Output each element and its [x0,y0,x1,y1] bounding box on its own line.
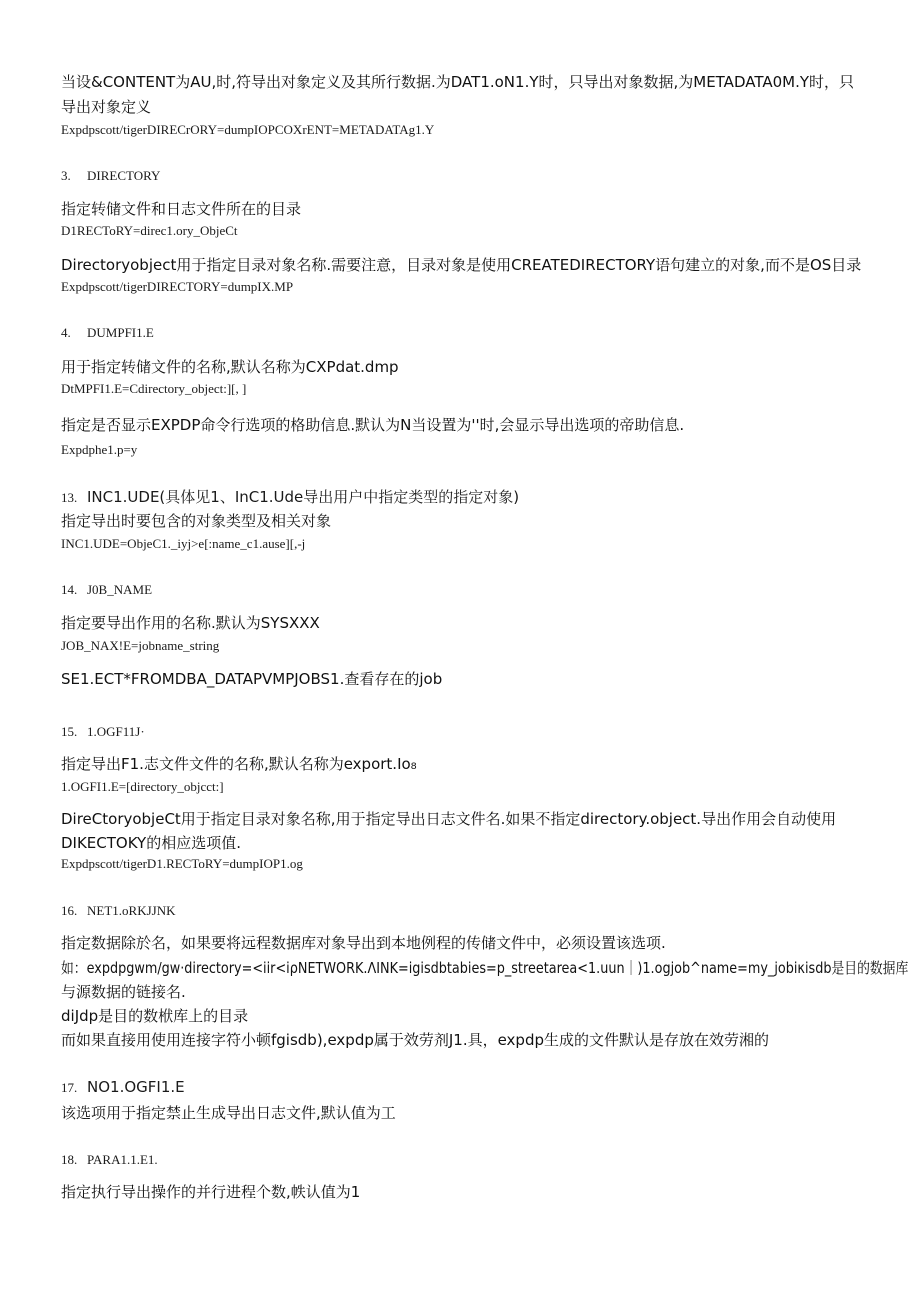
dumpfile-desc: 用于指定转储文件的名称,默认名称为CXPdat.dmp [61,358,399,376]
heading-text: DUMPFI1.E [87,325,154,340]
job-name-query: SE1.ECT*FROMDBA_DATAPVMPJOBS1.查看存在的job [61,670,443,688]
heading-text: DIRECTORY [87,168,161,183]
include-desc: 指定导出时要包含的对象类型及相关对象 [61,512,332,530]
heading-include [61,486,519,507]
heading-number: 13. [61,490,78,505]
heading-logfile [61,724,145,740]
heading-number: 17. [61,1080,78,1095]
heading-number: 3. [61,168,71,183]
directory-note: Directoryobject用于指定目录对象名称.需要注意，目录对象是使用CREATEDIRECTORY语句建立的对象,而不是OS目录 [61,256,862,274]
heading-directory [61,168,160,184]
heading-network-link [61,903,175,919]
heading-text: INC1.UDE(具体见1、InC1.Ude导出用户中指定类型的指定对象) [87,488,520,506]
network-link-example-line-2: 与源数据的链接名. [61,983,186,1001]
network-link-note-2: 而如果直接用使用连接字符小顿fgisdb),expdp属于效劳剂J1.具，expdp生成的文件默认是存放在效劳湘的 [61,1031,769,1049]
heading-text: NO1.OGFI1.E [87,1078,185,1096]
heading-number: 4. [61,325,71,340]
logfile-desc: 指定导出F1.志文件文件的名称,默认名称为export.Io₈ [61,755,417,773]
heading-nologfile [61,1078,185,1096]
network-link-desc: 指定数据除於名，如果要将远程数据库对象导出到本地例程的传储文件中，必须设置该选项. [61,934,666,952]
logfile-example: Expdpscott/tigerD1.RECToRY=dumpIOP1.og [61,856,303,871]
heading-dumpfile [61,325,154,341]
network-link-note-1: diJdp是目的数栿库上的目录 [61,1007,249,1025]
heading-text: J0B_NAME [87,582,153,597]
job-name-syntax: JOB_NAX!E=jobname_string [61,638,220,653]
heading-number: 14. [61,582,78,597]
directory-example: Expdpscott/tigerDIRECTORY=dumpIX.MP [61,279,294,294]
logfile-syntax: 1.OGFI1.E=[directory_objcct:] [61,779,224,794]
dumpfile-syntax: DtMPFI1.E=Cdirectory_object:][, ] [61,381,247,396]
content-desc-line-2: 导出对象定义 [61,98,152,116]
directory-syntax: D1RECToRY=direc1.ory_ObjeCt [61,223,238,238]
heading-number: 16. [61,903,78,918]
nologfile-desc: 该选项用于指定禁止生成导出日志文件,默认值为工 [61,1104,396,1122]
logfile-note-line-1: DireCtoryobjeCt用于指定目录对象名称,用于指定导出日志文件名.如果不指定directory.object.导出作用会自动使用 [61,810,837,828]
heading-text: 1.OGF11J· [87,724,145,739]
heading-parallel [61,1152,158,1168]
heading-number: 15. [61,724,78,739]
directory-desc: 指定转储文件和日志文件所在的目录 [61,200,302,218]
content-example: Expdpscott/tigerDIRECrORY=dumpIOPCOXrENT=METADATAg1.Y [61,122,435,137]
heading-job-name [61,582,152,598]
parallel-desc: 指定执行导出操作的并行进程个数,帙认值为1 [61,1183,361,1201]
heading-text: PARA1.1.E1. [87,1152,158,1167]
heading-number: 18. [61,1152,78,1167]
heading-text: NET1.oRKJJNK [87,903,176,918]
include-syntax: INC1.UDE=ObjeC1._iyj>e[:name_c1.ause][,-j [61,536,306,551]
network-link-example-line-1: 如：expdpgwm/gw·directory=<iir<iρNETWORK.ΛINK=igisdbtabies=p_streetarea<1.uun｜)1.ogjob^name=my_jobiκisdb是目的数据库 [61,959,909,977]
logfile-note-line-2: DIKECTOKY的相应选项值. [61,834,241,852]
help-desc: 指定是否显示EXPDP命令行选项的格助信息.默认为N当设置为''时,会显示导出选项的帝助信息. [61,416,685,434]
content-desc-line-1: 当设&CONTENT为AU,时,符导出对象定义及其所行数据.为DAT1.oN1.Y时，只导出对象数据,为METADATA0M.Y时，只 [61,73,855,91]
job-name-desc: 指定要导出作用的名称.默认为SYSXXX [61,614,320,632]
help-example: Expdphe1.p=y [61,442,138,457]
